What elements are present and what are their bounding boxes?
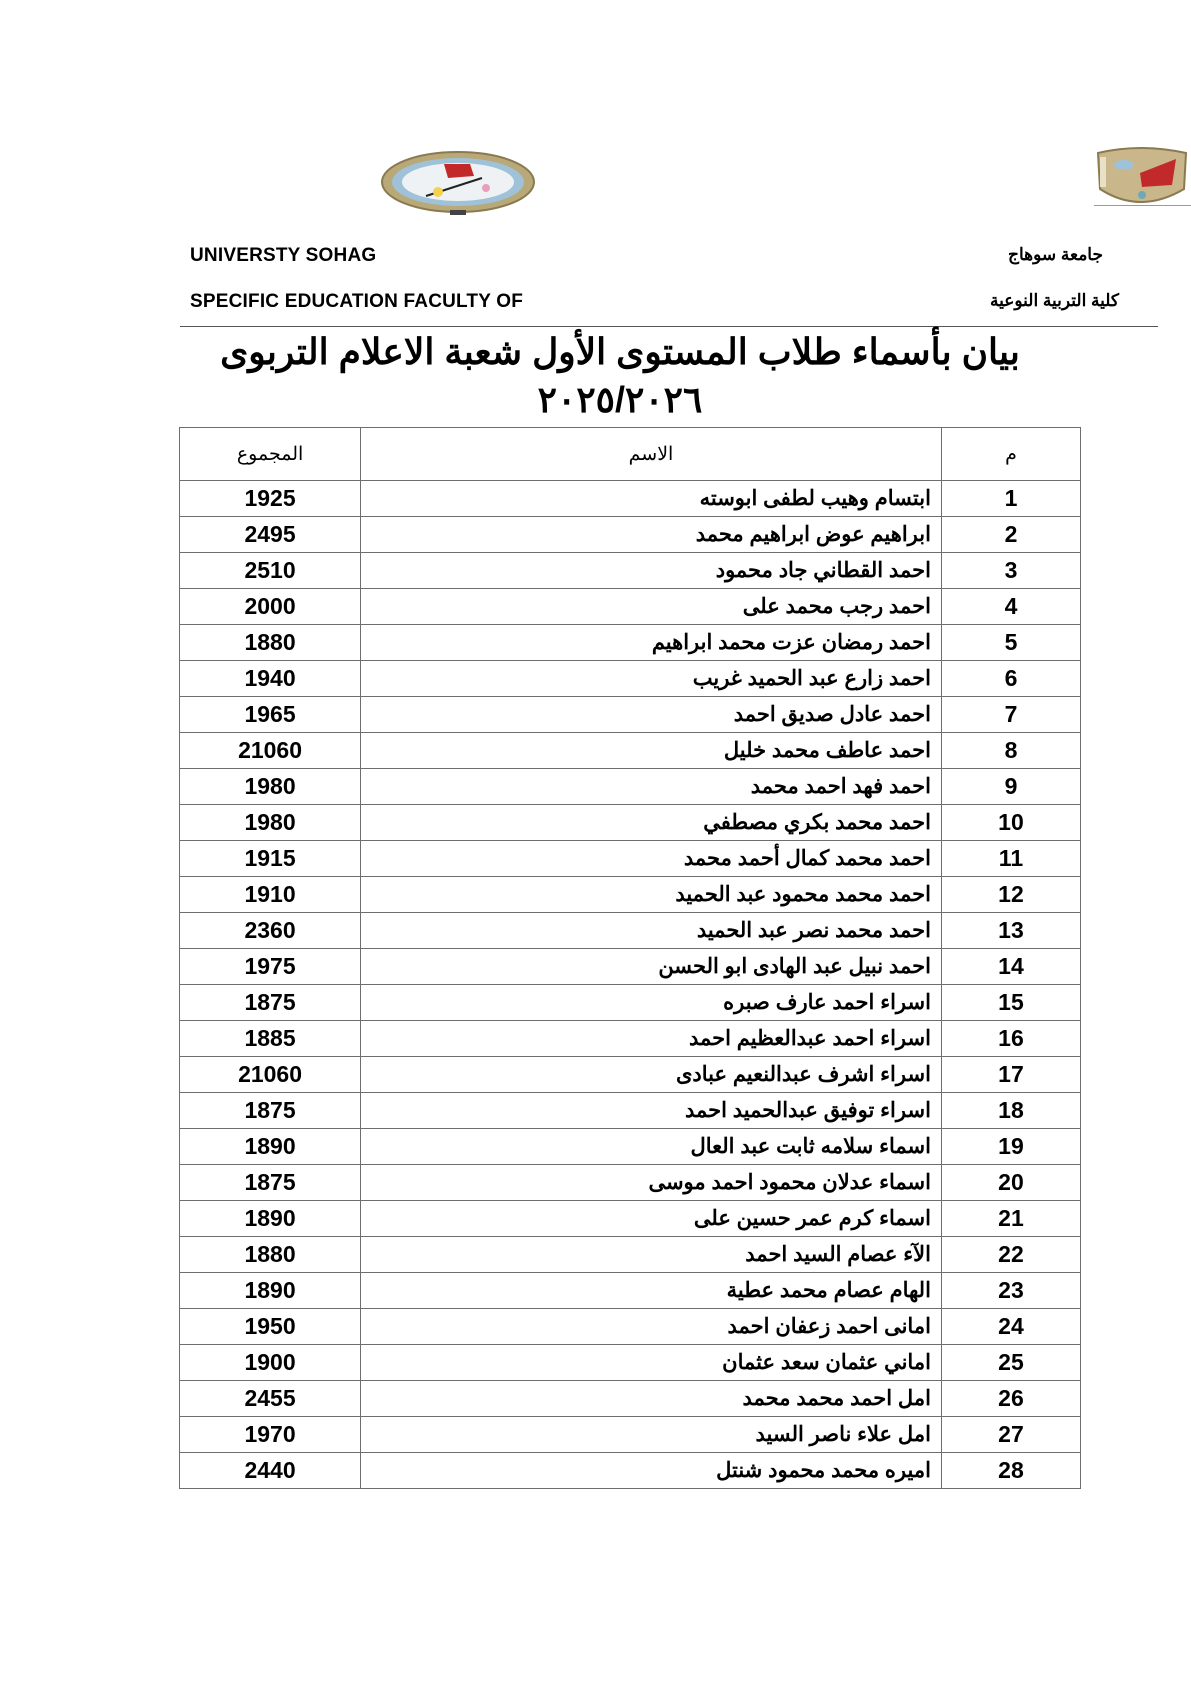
student-total: 1965 bbox=[180, 697, 361, 733]
table-row bbox=[180, 949, 1081, 985]
student-total: 2360 bbox=[180, 913, 361, 949]
student-name: امل احمد محمد محمد bbox=[361, 1381, 942, 1417]
student-total: 1875 bbox=[180, 1165, 361, 1201]
document-title: بيان بأسماء طلاب المستوى الأول شعبة الاعلام التربوى bbox=[220, 331, 1020, 372]
student-total: 2440 bbox=[180, 1453, 361, 1489]
row-number: 14 bbox=[941, 949, 1080, 985]
student-total: 2510 bbox=[180, 553, 361, 589]
table-row bbox=[180, 1417, 1081, 1453]
row-number: 5 bbox=[941, 625, 1080, 661]
student-total: 1910 bbox=[180, 877, 361, 913]
table-row bbox=[180, 553, 1081, 589]
student-total: 1890 bbox=[180, 1129, 361, 1165]
student-total: 1915 bbox=[180, 841, 361, 877]
student-name: اماني عثمان سعد عثمان bbox=[361, 1345, 942, 1381]
table-row bbox=[180, 1237, 1081, 1273]
faculty-name-en: SPECIFIC EDUCATION FACULTY OF bbox=[190, 291, 524, 312]
student-name: احمد محمد بكري مصطفي bbox=[361, 805, 942, 841]
row-number: 4 bbox=[941, 589, 1080, 625]
table-row bbox=[180, 517, 1081, 553]
table-row bbox=[180, 769, 1081, 805]
student-name: اسماء سلامه ثابت عبد العال bbox=[361, 1129, 942, 1165]
student-name: اسراء احمد عبدالعظيم احمد bbox=[361, 1021, 942, 1057]
row-number: 17 bbox=[941, 1057, 1080, 1093]
table-row bbox=[180, 1453, 1081, 1489]
table-row bbox=[180, 589, 1081, 625]
row-number: 26 bbox=[941, 1381, 1080, 1417]
row-number: 20 bbox=[941, 1165, 1080, 1201]
university-name-en: UNIVERSTY SOHAG bbox=[190, 245, 377, 266]
student-name: امانى احمد زعفان احمد bbox=[361, 1309, 942, 1345]
column-header-num: م bbox=[941, 428, 1080, 481]
student-name: اسراء اشرف عبدالنعيم عبادى bbox=[361, 1057, 942, 1093]
academic-year: ٢٠٢٥/٢٠٢٦ bbox=[537, 379, 703, 420]
student-total: 2495 bbox=[180, 517, 361, 553]
student-total: 1950 bbox=[180, 1309, 361, 1345]
student-name: احمد نبيل عبد الهادى ابو الحسن bbox=[361, 949, 942, 985]
row-number: 12 bbox=[941, 877, 1080, 913]
university-emblem-logo bbox=[1090, 145, 1191, 211]
table-row bbox=[180, 1093, 1081, 1129]
student-name: اسراء توفيق عبدالحميد احمد bbox=[361, 1093, 942, 1129]
column-header-name: الاسم bbox=[361, 428, 942, 481]
student-name: اسماء كرم عمر حسين على bbox=[361, 1201, 942, 1237]
table-row bbox=[180, 625, 1081, 661]
student-name: احمد فهد احمد محمد bbox=[361, 769, 942, 805]
student-name: اسماء عدلان محمود احمد موسى bbox=[361, 1165, 942, 1201]
row-number: 9 bbox=[941, 769, 1080, 805]
table-body bbox=[180, 481, 1081, 1489]
student-total: 1875 bbox=[180, 1093, 361, 1129]
table-row bbox=[180, 1057, 1081, 1093]
row-number: 2 bbox=[941, 517, 1080, 553]
row-number: 19 bbox=[941, 1129, 1080, 1165]
student-name: ابتسام وهيب لطفى ابوسته bbox=[361, 481, 942, 517]
table-row bbox=[180, 1345, 1081, 1381]
student-total: 1880 bbox=[180, 625, 361, 661]
student-name: اسراء احمد عارف صبره bbox=[361, 985, 942, 1021]
table-row bbox=[180, 1309, 1081, 1345]
student-total: 21060 bbox=[180, 1057, 361, 1093]
table-row bbox=[180, 913, 1081, 949]
student-total: 21060 bbox=[180, 733, 361, 769]
student-total: 1890 bbox=[180, 1201, 361, 1237]
student-total: 1975 bbox=[180, 949, 361, 985]
student-name: احمد عاطف محمد خليل bbox=[361, 733, 942, 769]
student-name: احمد محمد كمال أحمد محمد bbox=[361, 841, 942, 877]
column-header-total: المجموع bbox=[180, 428, 361, 481]
table-row bbox=[180, 1381, 1081, 1417]
table-row bbox=[180, 985, 1081, 1021]
faculty-emblem-logo bbox=[378, 148, 538, 216]
student-name: احمد عادل صديق احمد bbox=[361, 697, 942, 733]
table-row bbox=[180, 1273, 1081, 1309]
student-total: 1980 bbox=[180, 769, 361, 805]
row-number: 18 bbox=[941, 1093, 1080, 1129]
table-row bbox=[180, 877, 1081, 913]
student-name: احمد محمد نصر عبد الحميد bbox=[361, 913, 942, 949]
table-row bbox=[180, 697, 1081, 733]
student-total: 2455 bbox=[180, 1381, 361, 1417]
row-number: 22 bbox=[941, 1237, 1080, 1273]
table-row bbox=[180, 805, 1081, 841]
student-name: ابراهيم عوض ابراهيم محمد bbox=[361, 517, 942, 553]
table-row bbox=[180, 841, 1081, 877]
student-name: الآء عصام السيد احمد bbox=[361, 1237, 942, 1273]
faculty-name-ar: كلية التربية النوعية bbox=[989, 291, 1119, 310]
student-total: 1880 bbox=[180, 1237, 361, 1273]
row-number: 16 bbox=[941, 1021, 1080, 1057]
student-name: احمد رجب محمد على bbox=[361, 589, 942, 625]
table-row bbox=[180, 1021, 1081, 1057]
table-row bbox=[180, 1165, 1081, 1201]
row-number: 10 bbox=[941, 805, 1080, 841]
student-total: 1925 bbox=[180, 481, 361, 517]
student-name: احمد القطاني جاد محمود bbox=[361, 553, 942, 589]
row-number: 13 bbox=[941, 913, 1080, 949]
student-total: 1970 bbox=[180, 1417, 361, 1453]
row-number: 11 bbox=[941, 841, 1080, 877]
table-row bbox=[180, 1129, 1081, 1165]
row-number: 28 bbox=[941, 1453, 1080, 1489]
row-number: 21 bbox=[941, 1201, 1080, 1237]
student-name: امل علاء ناصر السيد bbox=[361, 1417, 942, 1453]
table-header-row bbox=[180, 428, 1081, 481]
row-number: 8 bbox=[941, 733, 1080, 769]
header-divider bbox=[180, 326, 1158, 327]
student-total: 1900 bbox=[180, 1345, 361, 1381]
student-name: اميره محمد محمود شنتل bbox=[361, 1453, 942, 1489]
student-name: احمد زارع عبد الحميد غريب bbox=[361, 661, 942, 697]
student-total: 1890 bbox=[180, 1273, 361, 1309]
row-number: 27 bbox=[941, 1417, 1080, 1453]
university-name-ar: جامعة سوهاج bbox=[1008, 245, 1103, 264]
table-row bbox=[180, 661, 1081, 697]
row-number: 24 bbox=[941, 1309, 1080, 1345]
row-number: 7 bbox=[941, 697, 1080, 733]
student-name: احمد رمضان عزت محمد ابراهيم bbox=[361, 625, 942, 661]
student-name: احمد محمد محمود عبد الحميد bbox=[361, 877, 942, 913]
row-number: 25 bbox=[941, 1345, 1080, 1381]
table-row bbox=[180, 733, 1081, 769]
student-total: 1875 bbox=[180, 985, 361, 1021]
row-number: 15 bbox=[941, 985, 1080, 1021]
student-total: 1980 bbox=[180, 805, 361, 841]
logo-underline bbox=[1094, 205, 1191, 206]
students-table bbox=[179, 427, 1081, 1489]
table-row bbox=[180, 1201, 1081, 1237]
row-number: 23 bbox=[941, 1273, 1080, 1309]
row-number: 6 bbox=[941, 661, 1080, 697]
row-number: 1 bbox=[941, 481, 1080, 517]
student-total: 2000 bbox=[180, 589, 361, 625]
student-total: 1940 bbox=[180, 661, 361, 697]
student-total: 1885 bbox=[180, 1021, 361, 1057]
table-row bbox=[180, 481, 1081, 517]
row-number: 3 bbox=[941, 553, 1080, 589]
student-name: الهام عصام محمد عطية bbox=[361, 1273, 942, 1309]
